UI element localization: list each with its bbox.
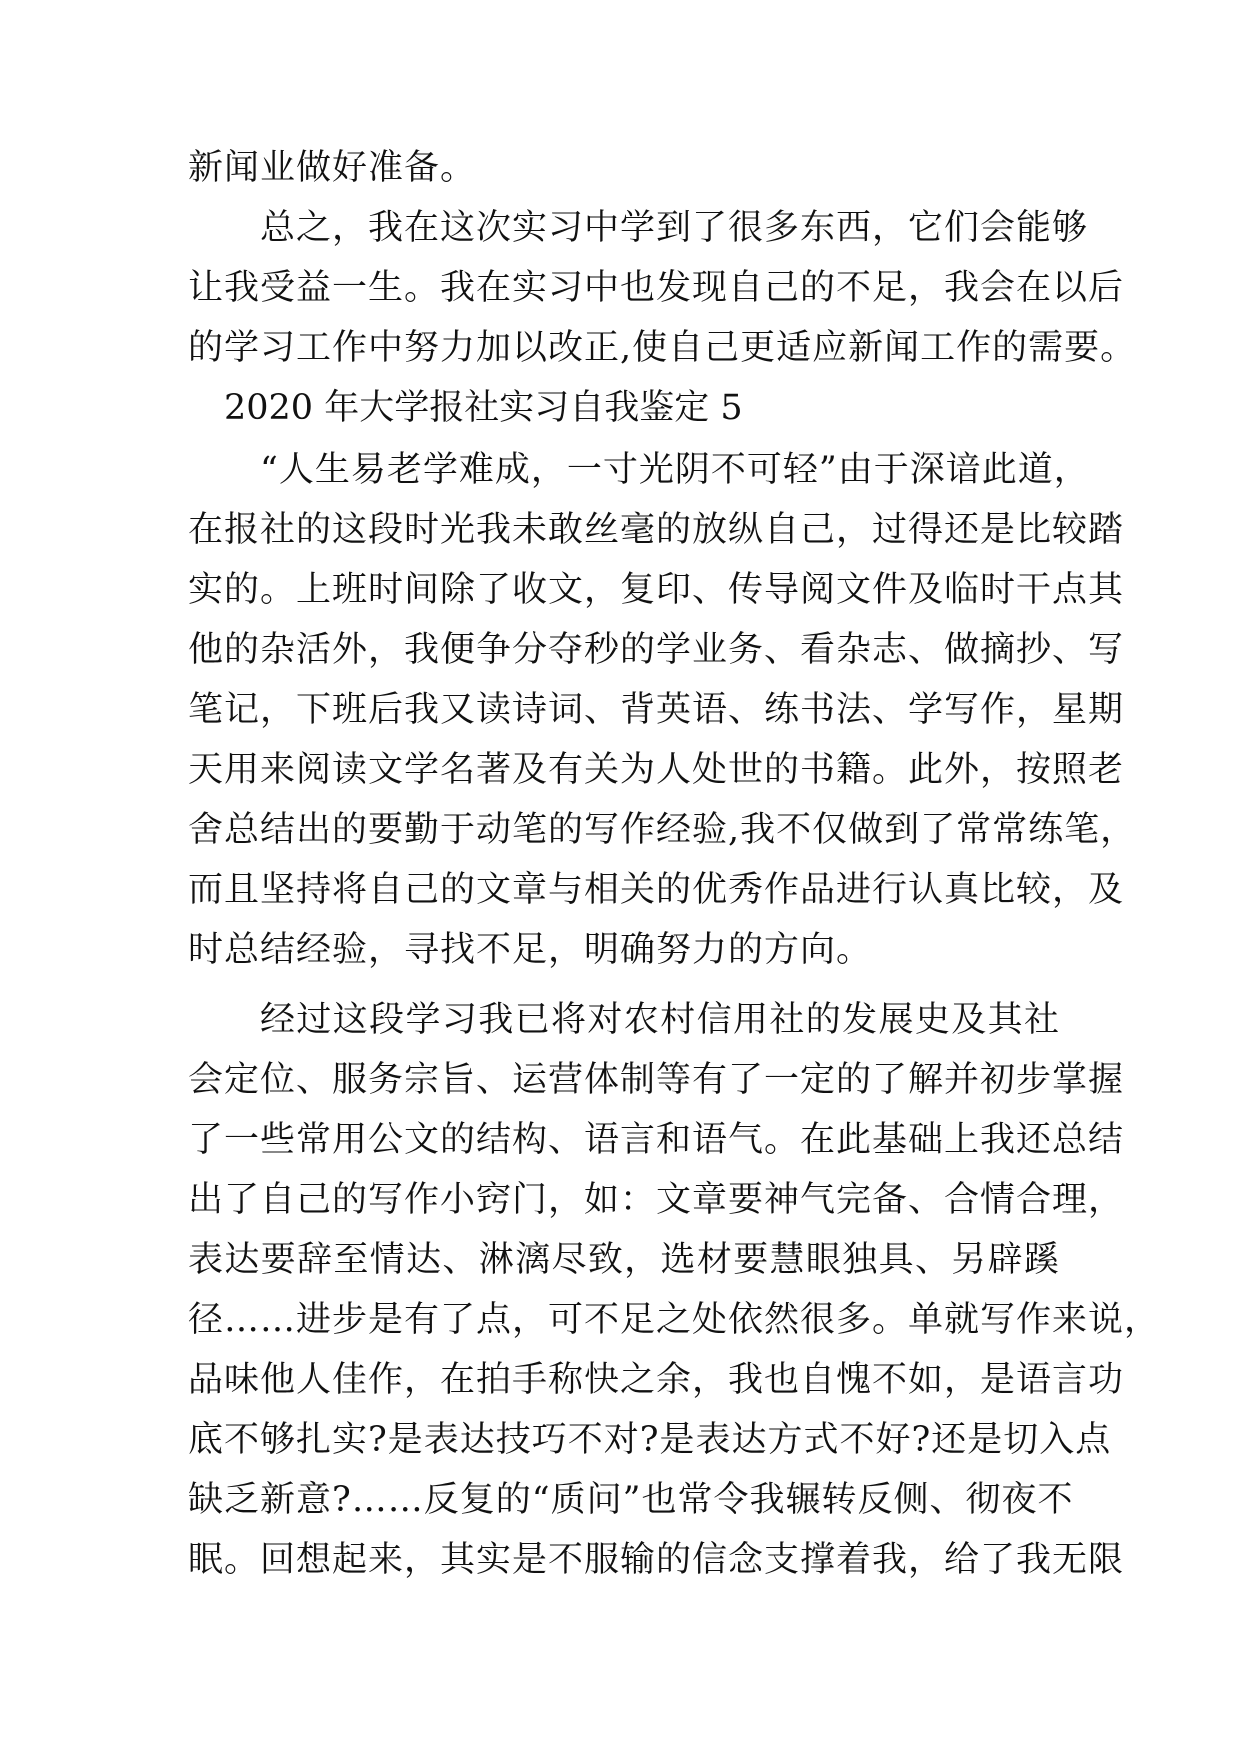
section-heading: 2020 年大学报社实习自我鉴定 5 — [224, 388, 743, 428]
text-line: 他的杂活外，我便争分夺秒的学业务、看杂志、做摘抄、写 — [188, 630, 1125, 670]
text-line: 舍总结出的要勤于动笔的写作经验,我不仅做到了常常练笔， — [188, 810, 1137, 850]
text-line: 总之，我在这次实习中学到了很多东西，它们会能够 — [260, 208, 1089, 248]
text-line: “人生易老学难成，一寸光阴不可轻”由于深谙此道， — [260, 450, 1090, 490]
text-line: 实的。上班时间除了收文，复印、传导阅文件及临时干点其 — [188, 570, 1125, 610]
text-line: 表达要辞至情达、淋漓尽致，选材要慧眼独具、另辟蹊 — [188, 1240, 1060, 1280]
text-line: 底不够扎实?是表达技巧不对?是表达方式不好?还是切入点 — [188, 1420, 1112, 1460]
text-line: 经过这段学习我已将对农村信用社的发展史及其社 — [260, 1000, 1060, 1040]
text-line: 出了自己的写作小窍门，如：文章要神气完备、合情合理， — [188, 1180, 1125, 1220]
text-line: 天用来阅读文学名著及有关为人处世的书籍。此外，按照老 — [188, 750, 1125, 790]
text-line: 了一些常用公文的结构、语言和语气。在此基础上我还总结 — [188, 1120, 1125, 1160]
text-line: 眠。回想起来，其实是不服输的信念支撑着我，给了我无限 — [188, 1540, 1125, 1580]
text-line: 而且坚持将自己的文章与相关的优秀作品进行认真比较，及 — [188, 870, 1125, 910]
text-line: 让我受益一生。我在实习中也发现自己的不足，我会在以后 — [188, 268, 1125, 308]
text-line: 的学习工作中努力加以改正,使自己更适应新闻工作的需要。 — [188, 328, 1137, 368]
text-line: 径……进步是有了点，可不足之处依然很多。单就写作来说， — [188, 1300, 1161, 1340]
text-line: 在报社的这段时光我未敢丝毫的放纵自己，过得还是比较踏 — [188, 510, 1125, 550]
text-line: 时总结经验，寻找不足，明确努力的方向。 — [188, 930, 873, 970]
text-line: 新闻业做好准备。 — [188, 148, 477, 188]
text-line: 缺乏新意?……反复的“质问”也常令我辗转反侧、彻夜不 — [188, 1480, 1074, 1520]
text-line: 品味他人佳作，在拍手称快之余，我也自愧不如，是语言功 — [188, 1360, 1125, 1400]
text-line: 会定位、服务宗旨、运营体制等有了一定的了解并初步掌握 — [188, 1060, 1125, 1100]
text-line: 笔记，下班后我又读诗词、背英语、练书法、学写作，星期 — [188, 690, 1125, 730]
